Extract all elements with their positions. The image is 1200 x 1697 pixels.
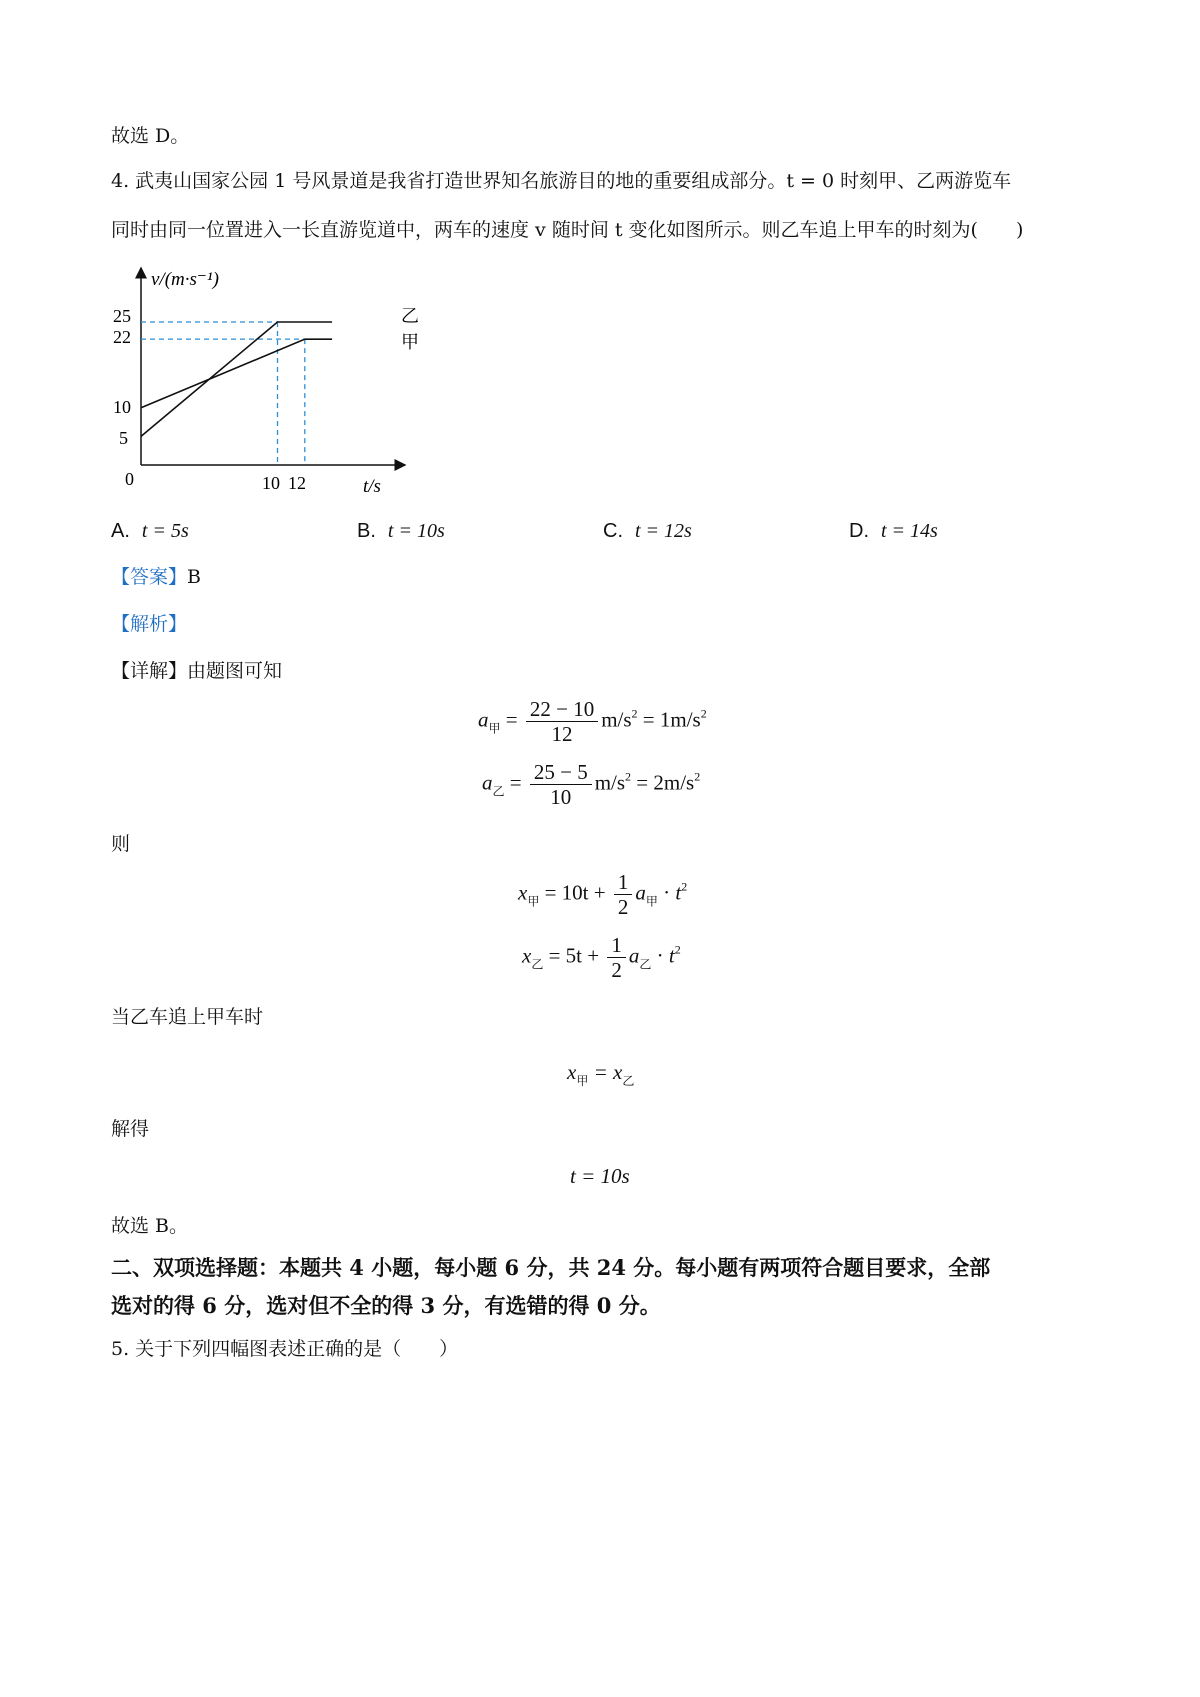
previous-answer-tail: 故选 D。 [111,125,190,147]
option-c-label: C. [603,520,623,542]
answer-value: B [187,566,201,588]
option-b-text: t = 10s [387,520,445,542]
formula-a-yi: $a_乙$ = $\frac{25 - 5}{10}$ $m/s^2 = 2m/s^2$ [482,760,701,810]
formula-x-jia: $x_甲 = 10t$ + $\frac{1}{2}$ $a_甲 \cdot t^2$ [518,870,688,920]
detail-line [111,660,282,683]
y-tick-10: 10 [113,397,131,417]
question-5: 5. 关于下列四幅图表述正确的是（ ） [111,1338,459,1360]
question-4-line-1: 4. 武夷山国家公园 1 号风景道是我省打造世界知名旅游目的地的重要组成部分。t = 0 时刻甲、乙两游览车 [111,170,1012,192]
x-tick-10: 10 [262,473,280,493]
option-d-label: D. [849,520,869,542]
question-4-line-2: 同时由同一位置进入一长直游览道中，两车的速度 v 随时间 t 变化如图所示。则乙车追上甲车的时刻为( ) [111,219,1024,241]
series-line-jia [141,339,332,408]
section-2-line-1: 二、双项选择题：本题共 4 小题，每小题 6 分，共 24 分。每小题有两项符合题目要求，全部 [111,1255,991,1280]
y-tick-5: 5 [119,428,128,448]
answer-tag: 【答案】 [111,566,188,588]
word-when-catch-up: 当乙车追上甲车时 [111,1006,264,1028]
option-a-label: A. [111,520,130,542]
answer-line [111,566,201,589]
label-jia: 甲 [401,332,419,352]
option-c[interactable] [603,518,692,543]
final-choice: 故选 B。 [111,1215,189,1237]
word-solve: 解得 [111,1118,150,1140]
option-a-text: t = 5s [141,520,189,542]
analysis-tag: 【解析】 [111,613,188,635]
formula-x-yi: $x_乙 = 5t$ + $\frac{1}{2}$ $a_乙 \cdot t^2$ [522,933,681,983]
detail-tag: 【详解】 [111,660,188,682]
word-then: 则 [111,833,131,855]
option-b[interactable] [357,518,445,543]
option-c-text: t = 12s [635,520,692,542]
option-b-label: B. [357,520,376,542]
formula-solution: t = 10s [570,1164,630,1188]
x-axis-label: t/s [363,476,381,497]
velocity-time-graph [105,262,435,502]
label-yi: 乙 [401,306,419,326]
x-tick-12: 12 [288,473,306,493]
formula-a-jia: $a_甲$ = $\frac{22 - 10}{12}$ $m/s^2 = 1m/s^2$ [478,697,707,747]
section-2-line-2: 选对的得 6 分，选对但不全的得 3 分，有选错的得 0 分。 [111,1293,661,1318]
y-tick-22: 22 [113,327,131,347]
y-axis-label: v/(m·s⁻¹) [151,269,219,290]
option-d[interactable] [849,518,938,543]
origin-label: 0 [125,469,134,489]
formula-equal: $x_甲 = x_乙$ [567,1060,635,1088]
option-d-text: t = 14s [881,520,938,542]
guide-lines [141,322,305,465]
option-a[interactable] [111,518,189,543]
detail-text: 由题图可知 [187,660,283,682]
y-tick-25: 25 [113,306,131,326]
